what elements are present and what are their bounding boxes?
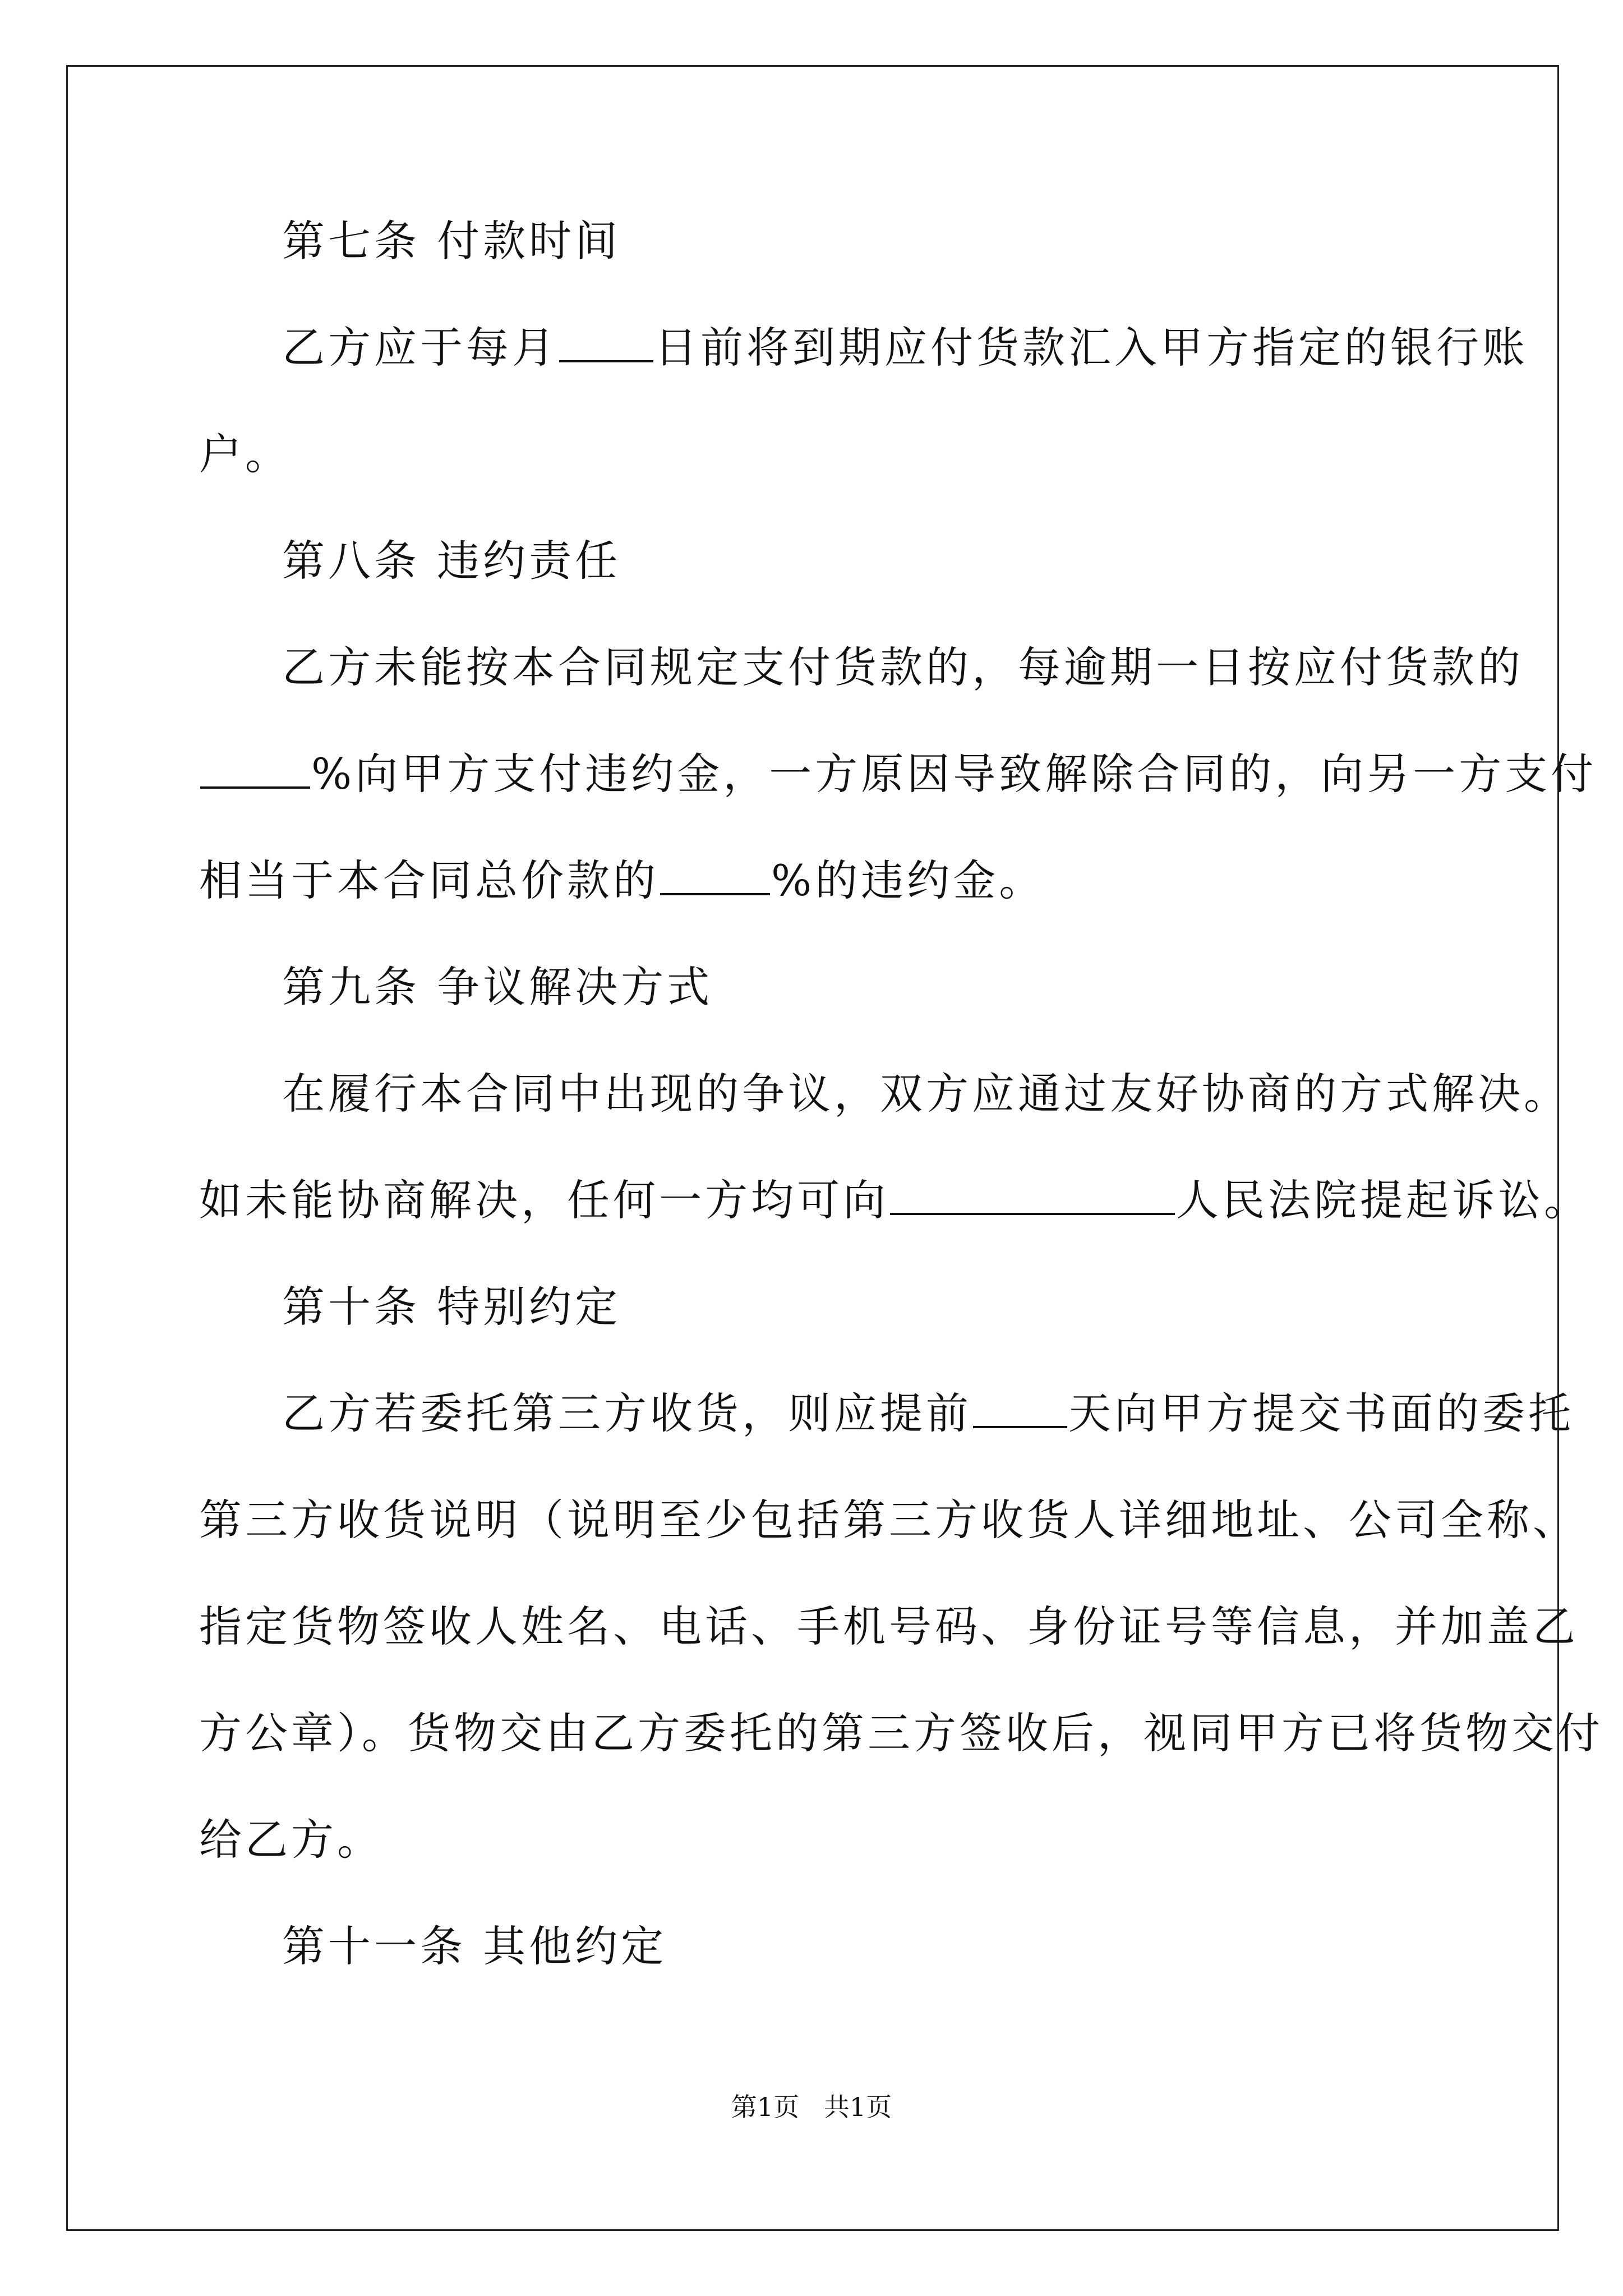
section-8-paragraph-line-1: 乙方未能按本合同规定支付货款的，每逾期一日按应付货款的 [282, 642, 1524, 692]
fill-blank-payment-day[interactable] [559, 325, 653, 362]
text: 如未能协商解决，任何一方均可向 [199, 1175, 889, 1225]
section-7-paragraph-line-1 [282, 320, 1528, 376]
fill-blank-court-name[interactable] [890, 1178, 1175, 1215]
section-9-paragraph-line-2 [199, 1172, 1590, 1228]
section-8-paragraph-line-3 [199, 853, 1045, 909]
section-10-paragraph-line-5: 给乙方。 [199, 1815, 383, 1865]
section-7-heading: 第七条 付款时间 [282, 216, 621, 266]
fill-blank-termination-penalty-percent[interactable] [660, 858, 770, 895]
text: 天向甲方提交书面的委托 [1068, 1388, 1574, 1438]
section-8-heading: 第八条 违约责任 [282, 536, 621, 586]
section-10-paragraph-line-2: 第三方收货说明（说明至少包括第三方收货人详细地址、公司全称、 [199, 1495, 1579, 1545]
text: 相当于本合同总价款的 [199, 855, 659, 905]
fill-blank-late-penalty-percent[interactable] [200, 752, 310, 789]
section-8-paragraph-line-2 [199, 746, 1597, 802]
section-10-paragraph-line-1 [282, 1386, 1574, 1442]
page-border [66, 65, 1559, 2231]
text: 乙方若委托第三方收货，则应提前 [282, 1388, 972, 1438]
section-7-paragraph-line-2: 户。 [199, 429, 291, 479]
text: 人民法院提起诉讼。 [1176, 1175, 1590, 1225]
page-number-footer: 第1页 共1页 [731, 2092, 892, 2122]
text: 日前将到期应付货款汇入甲方指定的银行账 [654, 323, 1528, 372]
section-9-heading: 第九条 争议解决方式 [282, 962, 713, 1012]
section-10-heading: 第十条 特别约定 [282, 1282, 621, 1332]
section-10-paragraph-line-4: 方公章）。货物交由乙方委托的第三方签收后，视同甲方已将货物交付 [199, 1708, 1603, 1758]
fill-blank-notice-days[interactable] [973, 1391, 1067, 1428]
section-11-heading: 第十一条 其他约定 [282, 1921, 667, 1971]
text: 乙方应于每月 [282, 323, 558, 372]
text: %向甲方支付违约金，一方原因导致解除合同的，向另一方支付 [311, 749, 1597, 799]
text: %的违约金。 [771, 855, 1045, 905]
section-10-paragraph-line-3: 指定货物签收人姓名、电话、手机号码、身份证号等信息，并加盖乙 [199, 1602, 1579, 1651]
section-9-paragraph-line-1: 在履行本合同中出现的争议，双方应通过友好协商的方式解决。 [282, 1069, 1570, 1119]
